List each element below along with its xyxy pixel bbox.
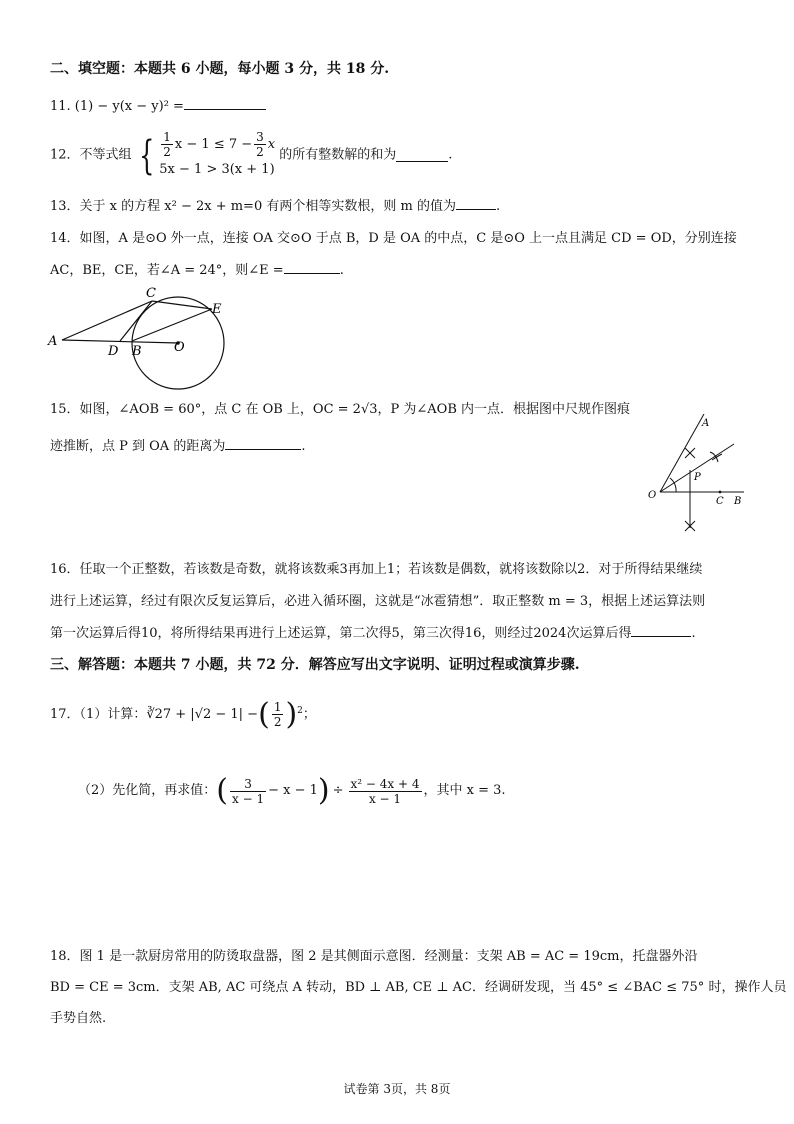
q12-ineq1 (159, 130, 275, 159)
q12-ineq1-text: x − 1 ≤ 7 − (174, 137, 253, 152)
q14-label-B: B (132, 344, 142, 359)
q14-line-BE (132, 309, 212, 341)
q17-p2-frac2-den: x − 1 (368, 791, 402, 806)
question-17-part1 (50, 696, 316, 730)
q17-p2-paren-left: ( (216, 773, 228, 808)
q14-line2-text: AC，BE，CE，若∠A = 24°，则∠E = (50, 263, 284, 278)
question-14-line2 (50, 261, 344, 280)
q17-exponent: 2 (297, 706, 303, 716)
q17-half-den: 2 (273, 715, 282, 730)
q12-frac1-num: 1 (163, 130, 171, 144)
question-18-line3: 手势自然. (50, 1011, 107, 1026)
q14-end: . (339, 263, 344, 278)
question-16-line2: 进行上述运算，经过有限次反复运算后，必进入循环圈，这就是“冰雹猜想”．取正整数 m = 3，根据上述运算法则 (50, 594, 706, 609)
q12-ineq1-x: x (267, 137, 276, 152)
q15-label-O: O (648, 490, 657, 501)
q12-frac1-den: 2 (163, 145, 171, 159)
q17-p2-frac1 (230, 777, 266, 806)
question-13 (50, 197, 500, 216)
q14-figure (40, 283, 240, 393)
q17-p2-frac1-den: x − 1 (232, 791, 265, 806)
question-15-line1: 15．如图，∠AOB = 60°，点 C 在 OB 上，OC = 2√3，P 为∠AOB 内一点．根据图中尺规作图痕 (50, 402, 631, 417)
q13-end: . (495, 199, 501, 214)
q14-label-O: O (174, 340, 185, 355)
q12-system (159, 130, 275, 181)
section-heading-fill-blank: 二、填空题：本题共 6 小题，每小题 3 分，共 18 分. (50, 61, 390, 77)
q16-answer-blank[interactable] (631, 624, 691, 637)
q12-ineq2: 5x − 1 > 3(x + 1) (159, 162, 275, 177)
q17-p2-frac1-num: 3 (230, 777, 266, 792)
q17-part2-label: （2）先化简，再求值： (78, 783, 217, 798)
q17-half-num: 1 (273, 700, 282, 715)
q13-text: 13．关于 x 的方程 x² − 2x + m=0 有两个相等实数根，则 m 的值为 (50, 199, 456, 214)
q15-bisector (660, 444, 734, 492)
q15-label-C: C (716, 496, 724, 507)
q17-half-frac (272, 700, 284, 729)
q11-answer-blank[interactable] (184, 97, 266, 110)
q15-figure (646, 408, 750, 536)
q17-part1-label: 17．（1）计算： (50, 706, 147, 722)
q14-label-E: E (212, 302, 222, 317)
q14-answer-blank[interactable] (284, 261, 340, 274)
q14-label-C: C (146, 286, 156, 301)
q17-p2-frac2 (349, 777, 422, 806)
question-14-line1: 14．如图，A 是⊙O 外一点，连接 OA 交⊙O 于点 B，D 是 OA 的中点，C 是⊙O 上一点且满足 CD = OD，分别连接 (50, 231, 737, 246)
q15-answer-blank[interactable] (225, 437, 301, 450)
q17-p2-mid: − x − 1 (268, 783, 318, 798)
question-17-part2 (78, 773, 506, 808)
q15-end: . (301, 439, 306, 454)
q11-text: 11. (1) − y(x − y)² = (50, 99, 184, 114)
q15-point-C (719, 491, 722, 494)
q17-p2-frac2-num: x² − 4x + 4 (350, 776, 420, 791)
q15-label-P: P (694, 472, 701, 483)
question-18-line1: 18．图 1 是一款厨房常用的防烫取盘器，图 2 是其侧面示意图．经测量：支架 AB = AC = 19cm，托盘器外沿 (50, 949, 698, 964)
q13-answer-blank[interactable] (456, 197, 496, 210)
q12-frac2-den: 2 (256, 145, 264, 159)
section-heading-answer: 三、解答题：本题共 7 小题，共 72 分．解答应写出文字说明、证明过程或演算步骤. (50, 657, 580, 673)
q12-answer-blank[interactable] (396, 149, 448, 162)
q12-frac1 (161, 130, 173, 159)
page-footer: 试卷第 3页，共 8页 (343, 1082, 451, 1096)
q12-end: . (448, 147, 453, 163)
q15-label-A: A (702, 418, 710, 429)
q12-tail: 的所有整数解的和为 (279, 147, 397, 163)
question-12 (50, 130, 452, 181)
q17-p2-div: ÷ (332, 783, 344, 798)
q17-part1-expr: ∛27 + |√2 − 1| − (146, 706, 259, 722)
q17-p2-end: ，其中 x = 3. (423, 783, 506, 798)
question-16-line3 (50, 624, 696, 643)
q17-part1-end: ； (302, 706, 316, 722)
q17-p2-paren-right: ) (317, 773, 330, 808)
q15-label-B: B (734, 496, 742, 507)
q14-label-D: D (108, 344, 119, 359)
question-15-line2 (50, 437, 305, 456)
q12-brace: { (138, 132, 155, 179)
q12-frac2 (254, 130, 266, 159)
q15-line2-text: 迹推断，点 P 到 OA 的距离为 (50, 439, 226, 454)
q16-line3-text: 第一次运算后得10，将所得结果再进行上述运算，第二次得5，第三次得16，则经过2024次运算后得 (50, 626, 632, 641)
q12-frac2-num: 3 (256, 130, 264, 144)
q12-number: 12．不等式组 (50, 147, 132, 163)
q17-paren-right: ) (285, 696, 298, 732)
q16-end: . (691, 626, 696, 641)
q14-label-A: A (48, 334, 58, 349)
q17-paren-left: ( (258, 696, 270, 732)
question-16-line1: 16．任取一个正整数，若该数是奇数，就将该数乘3再加上1；若该数是偶数，就将该数除以2．对于所得结果继续 (50, 562, 703, 577)
question-11 (50, 97, 266, 116)
question-18-line2: BD = CE = 3cm．支架 AB, AC 可绕点 A 转动，BD ⊥ AB, CE ⊥ AC．经调研发现，当 45° ≤ ∠BAC ≤ 75° 时，操作人员 (50, 980, 787, 995)
